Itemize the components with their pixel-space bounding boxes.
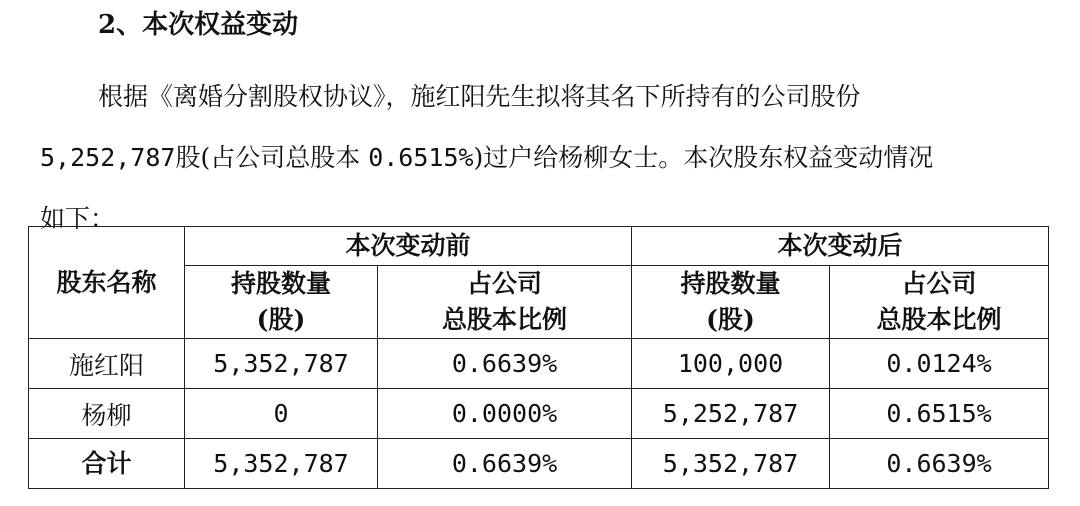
header-before-percent-line1: 占公司 (467, 269, 543, 298)
before-percent-cell: 0.0000% (378, 389, 632, 439)
header-after-shares (632, 266, 830, 339)
shareholder-name-cell: 杨柳 (29, 389, 185, 439)
after-shares-cell: 5,252,787 (632, 389, 830, 439)
table-total-row (29, 439, 1049, 489)
transfer-share-percent: 0.6515% (368, 143, 474, 172)
table-row (29, 389, 1049, 439)
header-before-shares-line2: (股) (256, 305, 306, 334)
after-shares-cell: 5,352,787 (632, 439, 830, 489)
table-header-row (29, 227, 1049, 266)
paragraph-line-2-rest: )过户给杨柳女士。本次股东权益变动情况 (473, 143, 934, 172)
paragraph-line-1: 根据《离婚分割股权协议》，施红阳先生拟将其名下所持有的公司股份 (98, 82, 861, 111)
description-paragraph (40, 66, 1050, 249)
header-before-change: 本次变动前 (185, 227, 632, 266)
header-after-shares-line1: 持股数量 (680, 269, 781, 298)
after-percent-cell: 0.0124% (830, 339, 1049, 389)
section-heading: 2、本次权益变动 (98, 10, 299, 40)
header-before-shares-line1: 持股数量 (230, 269, 331, 298)
after-shares-cell: 100,000 (632, 339, 830, 389)
after-percent-cell: 0.6639% (830, 439, 1049, 489)
paragraph-line-2-text: 股(占公司总股本 (175, 143, 361, 172)
transfer-share-count: 5,252,787 (40, 143, 176, 172)
header-after-percent-line1: 占公司 (901, 269, 977, 298)
table-row (29, 339, 1049, 389)
before-percent-cell: 0.6639% (378, 339, 632, 389)
shareholder-name-cell: 施红阳 (29, 339, 185, 389)
header-before-shares (185, 266, 378, 339)
header-after-percent-line2: 总股本比例 (876, 305, 1002, 334)
before-shares-cell: 0 (185, 389, 378, 439)
before-percent-cell: 0.6639% (378, 439, 632, 489)
total-label-cell: 合计 (29, 439, 185, 489)
header-after-percent (830, 266, 1049, 339)
header-after-change: 本次变动后 (632, 227, 1049, 266)
header-shareholder-name: 股东名称 (29, 227, 185, 339)
equity-change-table (28, 226, 1049, 489)
header-before-percent (378, 266, 632, 339)
before-shares-cell: 5,352,787 (185, 339, 378, 389)
after-percent-cell: 0.6515% (830, 389, 1049, 439)
paragraph-line-3: 如下： (40, 204, 116, 233)
before-shares-cell: 5,352,787 (185, 439, 378, 489)
header-after-shares-line2: (股) (706, 305, 755, 334)
header-before-percent-line2: 总股本比例 (442, 305, 568, 334)
paragraph-line-2 (40, 127, 1050, 188)
